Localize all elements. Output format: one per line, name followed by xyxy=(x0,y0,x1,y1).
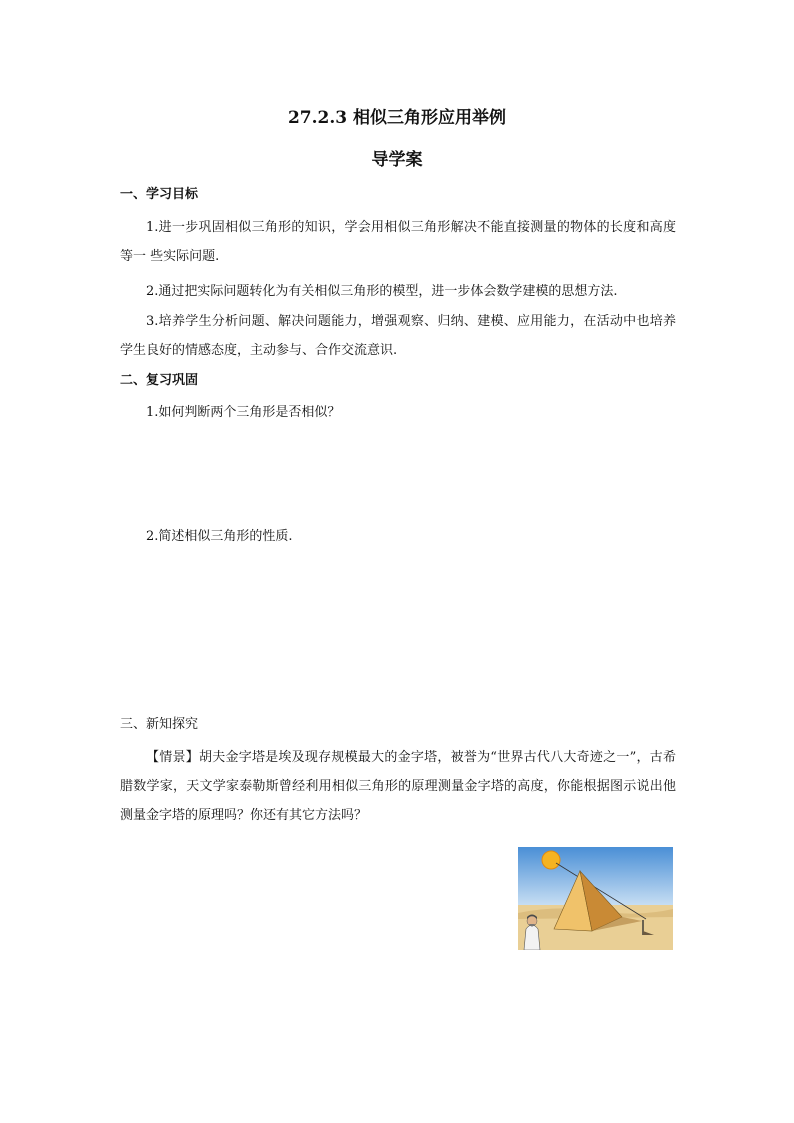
pyramid-illustration xyxy=(518,847,673,950)
section-heading-objectives: 一、学习目标 xyxy=(120,187,199,202)
scenario-paragraph: 【情景】胡夫金字塔是埃及现存规模最大的金字塔，被誉为“世界古代八大奇迹之一”，古希腊数学家，天文学家泰勒斯曾经利用相似三角形的原理测量金字塔的高度，你能根据图示说出他测量金字塔的原理吗？你还有其它方法吗？ xyxy=(120,750,676,823)
page-title: 27.2.3 相似三角形应用举例 xyxy=(287,108,507,128)
section-heading-review: 二、复习巩固 xyxy=(120,373,199,388)
sun-icon xyxy=(542,851,560,869)
objective-item-1: 1.进一步巩固相似三角形的知识，学会用相似三角形解决不能直接测量的物体的长度和高度等一 些实际问题. xyxy=(120,220,676,264)
section-heading-explore: 三、新知探究 xyxy=(120,717,199,732)
page-subtitle: 导学案 xyxy=(371,150,423,170)
objective-item-2: 2.通过把实际问题转化为有关相似三角形的模型，进一步体会数学建模的思想方法. xyxy=(146,284,618,299)
review-question-2: 2.简述相似三角形的性质. xyxy=(146,529,293,544)
review-question-1: 1.如何判断两个三角形是否相似？ xyxy=(146,405,341,420)
objective-item-3: 3.培养学生分析问题、解决问题能力，增强观察、归纳、建模、应用能力，在活动中也培养学生良好的情感态度，主动参与、合作交流意识. xyxy=(120,314,676,358)
